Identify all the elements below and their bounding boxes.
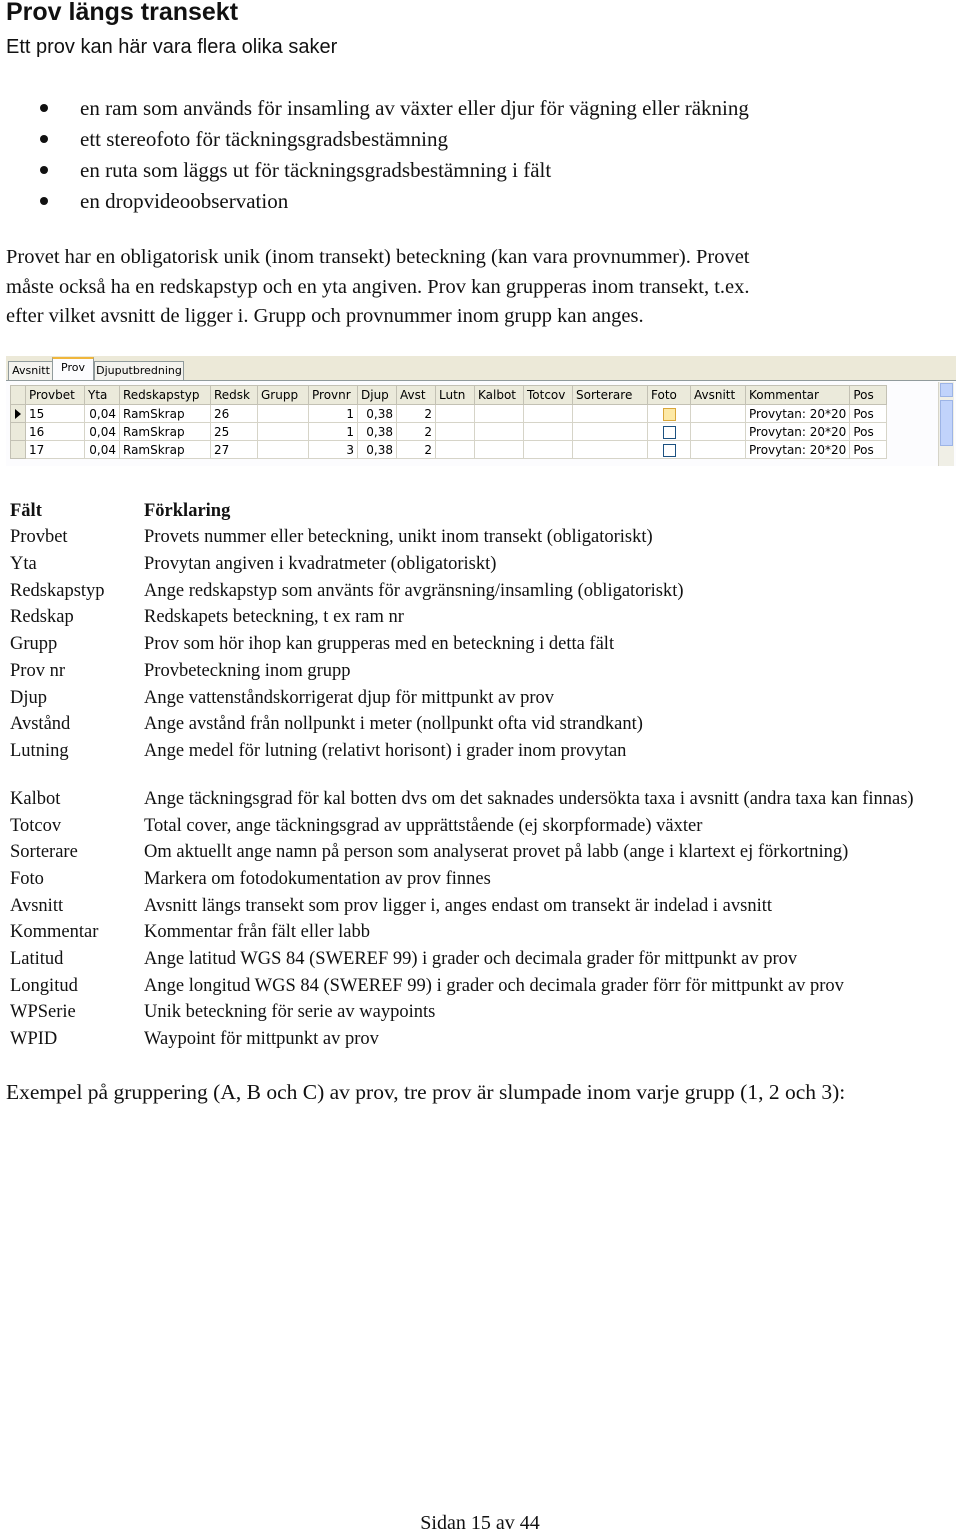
bullet-dot-icon — [40, 197, 48, 205]
field-name: Grupp — [10, 634, 58, 655]
cell-redsk[interactable]: 27 — [211, 441, 258, 459]
page-title: Prov längs transekt — [6, 0, 239, 26]
header-explanation: Förklaring — [144, 500, 231, 521]
field-explanation: Ange redskapstyp som använts för avgränsning/insamling (obligatoriskt) — [144, 580, 684, 601]
vertical-scrollbar[interactable] — [938, 382, 954, 466]
cell-djup[interactable]: 0,38 — [358, 405, 397, 423]
table-row — [10, 683, 934, 710]
bullet-dot-icon — [40, 135, 48, 143]
field-name: Djup — [10, 687, 47, 708]
tab-bar — [6, 356, 956, 380]
cell-kommentar[interactable]: Provytan: 20*20 — [746, 441, 850, 459]
table-row — [10, 710, 934, 737]
cell-sorterare[interactable] — [573, 441, 648, 459]
cell-redskapstyp[interactable]: RamSkrap — [120, 423, 211, 441]
cell-lutn[interactable] — [436, 423, 475, 441]
row-selector-header — [11, 386, 26, 405]
scroll-up-icon[interactable] — [940, 383, 953, 397]
cell-provnr[interactable]: 1 — [309, 405, 358, 423]
cell-avst[interactable]: 2 — [397, 405, 436, 423]
table-row — [10, 1024, 934, 1051]
cell-avsnitt[interactable] — [691, 423, 746, 441]
paragraph-line: Provet har en obligatorisk unik (inom transekt) beteckning (kan vara provnummer). Provet — [6, 246, 750, 268]
cell-provnr[interactable]: 1 — [309, 423, 358, 441]
field-name: Avstånd — [10, 714, 71, 735]
field-name: Yta — [10, 554, 37, 575]
field-explanation: Ange latitud WGS 84 (SWEREF 99) i grader och decimala grader för mittpunkt av prov — [144, 949, 798, 969]
row-selector[interactable] — [11, 423, 26, 441]
prov-grid-screenshot — [6, 356, 956, 466]
paragraph-line: måste också ha en redskapstyp och en yta angiven. Prov kan grupperas inom transekt, t.ex. — [6, 275, 750, 298]
table-row — [10, 918, 934, 945]
cell-kommentar[interactable]: Provytan: 20*20 — [746, 423, 850, 441]
column-header[interactable]: Kommentar — [746, 386, 850, 405]
field-table-header — [10, 496, 934, 523]
cell-provbet[interactable]: 15 — [26, 405, 85, 423]
cell-foto[interactable] — [648, 423, 691, 441]
column-header[interactable]: Kalbot — [475, 386, 524, 405]
field-explanation: Total cover, ange täckningsgrad av upprättstående (ej skorpformade) växter — [144, 815, 703, 836]
table-row — [10, 998, 934, 1025]
table-row — [10, 864, 934, 891]
current-row-arrow-icon — [15, 409, 21, 419]
cell-pos[interactable]: Pos — [850, 423, 887, 441]
intro-paragraph — [6, 243, 946, 332]
column-header[interactable]: Avsnitt — [691, 386, 746, 405]
bullet-item: en ruta som läggs ut för täckningsgradsbestämning i fält — [38, 156, 749, 187]
column-header[interactable]: Redskapstyp — [120, 386, 211, 405]
cell-redsk[interactable]: 25 — [211, 423, 258, 441]
column-header[interactable]: Provbet — [26, 386, 85, 405]
field-name: WPID — [10, 1029, 58, 1050]
cell-totcov[interactable] — [524, 405, 573, 423]
foto-checkbox[interactable] — [663, 408, 676, 421]
cell-avst[interactable]: 2 — [397, 423, 436, 441]
cell-provbet[interactable]: 17 — [26, 441, 85, 459]
cell-yta[interactable]: 0,04 — [85, 441, 120, 459]
field-name: Latitud — [10, 949, 64, 969]
field-explanation: Waypoint för mittpunkt av prov — [144, 1029, 379, 1050]
field-explanation: Avsnitt längs transekt som prov ligger i, anges endast om transekt är indelad i avsnitt — [144, 895, 773, 916]
column-header[interactable]: Pos — [850, 386, 887, 405]
field-name: Kalbot — [10, 788, 61, 809]
cell-lutn[interactable] — [436, 441, 475, 459]
cell-totcov[interactable] — [524, 441, 573, 459]
field-explanation: Unik beteckning för serie av waypoints — [144, 1002, 436, 1023]
field-explanation: Provbeteckning inom grupp — [144, 660, 351, 681]
bullet-item: ett stereofoto för täckningsgradsbestämning — [38, 125, 749, 156]
field-name: Redskap — [10, 607, 74, 628]
table-row[interactable] — [11, 423, 887, 441]
column-header[interactable]: Provnr — [309, 386, 358, 405]
column-header[interactable]: Redsk — [211, 386, 258, 405]
field-name: Redskapstyp — [10, 580, 105, 601]
paragraph-line: efter vilket avsnitt de ligger i. Grupp och provnummer inom grupp kan anges. — [6, 305, 644, 327]
cell-sorterare[interactable] — [573, 405, 648, 423]
table-row — [10, 763, 934, 811]
cell-foto[interactable] — [648, 405, 691, 423]
cell-yta[interactable]: 0,04 — [85, 423, 120, 441]
table-row — [10, 656, 934, 683]
foto-checkbox[interactable] — [663, 426, 676, 439]
table-row — [10, 971, 934, 998]
table-row — [10, 838, 934, 865]
cell-avsnitt[interactable] — [691, 405, 746, 423]
table-row — [10, 944, 934, 971]
field-name: Lutning — [10, 740, 69, 761]
row-selector[interactable] — [11, 405, 26, 423]
cell-djup[interactable]: 0,38 — [358, 423, 397, 441]
field-explanation: Ange avstånd från nollpunkt i meter (nollpunkt ofta vid strandkant) — [144, 714, 643, 735]
field-explanation: Prov som hör ihop kan grupperas med en beteckning i detta fält — [144, 634, 615, 655]
cell-redskapstyp[interactable]: RamSkrap — [120, 441, 211, 459]
column-header[interactable]: Grupp — [258, 386, 309, 405]
bullet-item: en dropvideoobservation — [38, 187, 749, 218]
field-name: Foto — [10, 868, 44, 889]
field-explanation: Ange longitud WGS 84 (SWEREF 99) i grader och decimala grader förr för mittpunkt av prov — [144, 975, 844, 996]
field-explanation: Kommentar från fält eller labb — [144, 922, 371, 943]
field-name: WPSerie — [10, 1002, 76, 1023]
field-name: Kommentar — [10, 922, 99, 943]
field-name: Totcov — [10, 815, 62, 836]
field-explanation: Om aktuellt ange namn på person som analyserat provet på labb (ange i klartext ej förkortning) — [144, 842, 849, 863]
bullet-dot-icon — [40, 104, 48, 112]
grid-panel — [6, 380, 956, 466]
prov-grid — [10, 385, 887, 459]
tab-prov[interactable]: Prov — [52, 357, 94, 382]
cell-totcov[interactable] — [524, 423, 573, 441]
tab-avsnitt[interactable]: Avsnitt — [8, 361, 54, 380]
cell-pos[interactable]: Pos — [850, 441, 887, 459]
bullet-item: en ram som används för insamling av växter eller djur för vägning eller räkning — [38, 94, 749, 125]
column-header[interactable]: Djup — [358, 386, 397, 405]
bullet-dot-icon — [40, 166, 48, 174]
cell-grupp[interactable] — [258, 441, 309, 459]
tab-djuputbredning[interactable]: Djuputbredning — [94, 361, 184, 380]
cell-provbet[interactable]: 16 — [26, 423, 85, 441]
cell-djup[interactable]: 0,38 — [358, 441, 397, 459]
cell-redsk[interactable]: 26 — [211, 405, 258, 423]
cell-grupp[interactable] — [258, 423, 309, 441]
cell-yta[interactable]: 0,04 — [85, 405, 120, 423]
field-explanation: Ange vattenståndskorrigerat djup för mittpunkt av prov — [144, 687, 554, 708]
cell-kalbot[interactable] — [475, 441, 524, 459]
field-name: Avsnitt — [10, 895, 64, 916]
column-header[interactable]: Lutn — [436, 386, 475, 405]
table-row — [10, 523, 934, 550]
table-row — [10, 811, 934, 838]
field-name: Sorterare — [10, 842, 78, 863]
field-explanation: Provytan angiven i kvadratmeter (obligatoriskt) — [144, 554, 497, 575]
cell-avsnitt[interactable] — [691, 441, 746, 459]
table-row — [10, 603, 934, 630]
field-explanation: Provets nummer eller beteckning, unikt inom transekt (obligatoriskt) — [144, 527, 653, 548]
column-header[interactable]: Totcov — [524, 386, 573, 405]
scroll-thumb[interactable] — [940, 400, 953, 446]
grid-header-row — [11, 386, 887, 405]
table-row — [10, 891, 934, 918]
cell-foto[interactable] — [648, 441, 691, 459]
example-paragraph: Exempel på gruppering (A, B och C) av prov, tre prov är slumpade inom varje grupp (1, 2 och 3): — [6, 1080, 846, 1104]
column-header[interactable]: Foto — [648, 386, 691, 405]
field-name: Longitud — [10, 975, 78, 996]
row-selector[interactable] — [11, 441, 26, 459]
cell-lutn[interactable] — [436, 405, 475, 423]
field-name: Provbet — [10, 527, 68, 548]
field-explanation: Ange täckningsgrad för kal botten dvs om det saknades undersökta taxa i avsnitt (andra taxa kan finnas) — [144, 788, 914, 809]
cell-grupp[interactable] — [258, 405, 309, 423]
cell-kommentar[interactable]: Provytan: 20*20 — [746, 405, 850, 423]
cell-kalbot[interactable] — [475, 423, 524, 441]
cell-provnr[interactable]: 3 — [309, 441, 358, 459]
column-header[interactable]: Yta — [85, 386, 120, 405]
cell-kalbot[interactable] — [475, 405, 524, 423]
cell-avst[interactable]: 2 — [397, 441, 436, 459]
page-footer: Sidan 15 av 44 — [420, 1512, 540, 1534]
cell-pos[interactable]: Pos — [850, 405, 887, 423]
table-row — [10, 576, 934, 603]
table-row — [10, 736, 934, 763]
table-row[interactable] — [11, 441, 887, 459]
field-table — [10, 496, 934, 1051]
table-row[interactable] — [11, 405, 887, 423]
page-subtitle: Ett prov kan här vara flera olika saker — [6, 36, 338, 58]
header-field: Fält — [10, 500, 42, 521]
field-explanation: Ange medel för lutning (relativt horisont) i grader inom provytan — [144, 740, 627, 761]
cell-redskapstyp[interactable]: RamSkrap — [120, 405, 211, 423]
column-header[interactable]: Sorterare — [573, 386, 648, 405]
foto-checkbox[interactable] — [663, 444, 676, 457]
table-row — [10, 629, 934, 656]
bullet-list — [38, 94, 749, 218]
column-header[interactable]: Avst — [397, 386, 436, 405]
field-name: Prov nr — [10, 660, 65, 681]
field-explanation: Markera om fotodokumentation av prov finnes — [144, 868, 491, 889]
field-explanation: Redskapets beteckning, t ex ram nr — [144, 607, 404, 628]
table-row — [10, 549, 934, 576]
cell-sorterare[interactable] — [573, 423, 648, 441]
